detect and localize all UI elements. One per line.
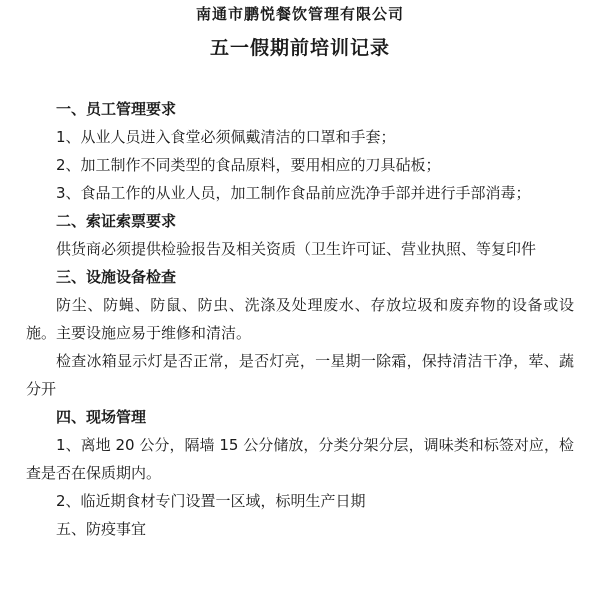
company-name: 南通市鹏悦餐饮管理有限公司 [195, 5, 404, 23]
section-heading-facilities: 三、设施设备检查 [56, 268, 177, 286]
section-heading-certificates: 二、索证索票要求 [56, 212, 177, 230]
paragraph: 检查冰箱显示灯是否正常，是否灯亮，一星期一除霜，保持清洁干净，荤、蔬分开 [26, 352, 574, 398]
section-heading-staff: 一、员工管理要求 [56, 100, 177, 118]
paragraph: 2、临近期食材专门设置一区域，标明生产日期 [56, 492, 366, 510]
section-heading-onsite: 四、现场管理 [56, 408, 147, 426]
paragraph: 防尘、防蝇、防鼠、防虫、洗涤及处理废水、存放垃圾和废弃物的设备或设施。主要设施应易于维修和清洁。 [26, 296, 574, 342]
paragraph: 3、食品工作的从业人员，加工制作食品前应洗净手部并进行手部消毒； [56, 184, 531, 202]
paragraph: 五、防疫事宜 [56, 520, 147, 538]
paragraph: 1、从业人员进入食堂必须佩戴清洁的口罩和手套； [56, 128, 396, 146]
paragraph: 供货商必须提供检验报告及相关资质（卫生许可证、营业执照、等复印件 [56, 240, 537, 258]
document-body [26, 95, 574, 543]
paragraph: 2、加工制作不同类型的食品原料，要用相应的刀具砧板； [56, 156, 441, 174]
document-title: 五一假期前培训记录 [209, 37, 390, 59]
paragraph: 1、离地 20 公分，隔墙 15 公分储放，分类分架分层，调味类和标签对应，检查是否在保质期内。 [26, 436, 574, 482]
